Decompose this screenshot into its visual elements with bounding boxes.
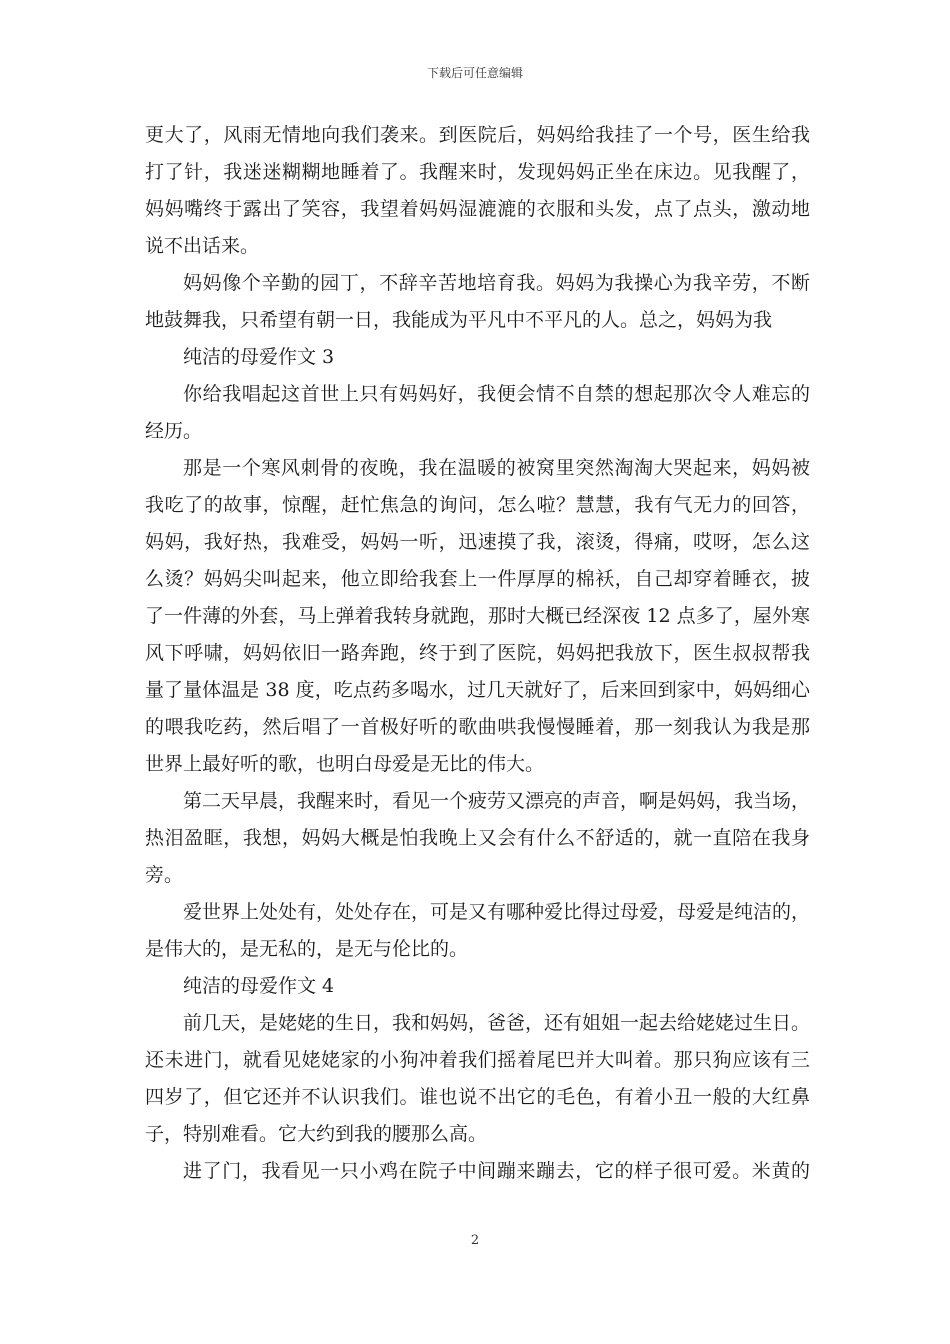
- text-line: 量了量体温是 38 度，吃点药多喝水，过几天就好了，后来回到家中，妈妈细心: [145, 679, 810, 701]
- text-line: 妈妈嘴终于露出了笑容，我望着妈妈湿漉漉的衣服和头发，点了点头，激动地: [145, 198, 810, 220]
- text-line: 世界上最好听的歌，也明白母爱是无比的伟大。: [145, 753, 545, 775]
- text-line: 经历。: [145, 420, 203, 442]
- text-line: 前几天，是姥姥的生日，我和妈妈，爸爸，还有姐姐一起去给姥姥过生日。: [183, 1012, 810, 1034]
- text-line: 了一件薄的外套，马上弹着我转身就跑，那时大概已经深夜 12 点多了，屋外寒: [145, 605, 810, 627]
- text-line: 风下呼啸，妈妈依旧一路奔跑，终于到了医院，妈妈把我放下，医生叔叔帮我: [145, 642, 810, 664]
- text-line: 那是一个寒风刺骨的夜晚，我在温暖的被窝里突然淘淘大哭起来，妈妈被: [183, 457, 810, 479]
- text-line: 打了针，我迷迷糊糊地睡着了。我醒来时，发现妈妈正坐在床边。见我醒了，: [145, 161, 810, 183]
- text-line: 么烫？妈妈尖叫起来，他立即给我套上一件厚厚的棉袄，自己却穿着睡衣，披: [145, 568, 810, 590]
- text-line: 第二天早晨，我醒来时，看见一个疲劳又漂亮的声音，啊是妈妈，我当场，: [183, 790, 810, 812]
- text-line: 旁。: [145, 864, 184, 886]
- section-heading: 纯洁的母爱作文 3: [183, 346, 335, 368]
- page-number: 2: [470, 1233, 480, 1248]
- text-line: 子，特别难看。它大约到我的腰那么高。: [145, 1123, 488, 1145]
- text-line: 你给我唱起这首世上只有妈妈好，我便会情不自禁的想起那次令人难忘的: [183, 383, 810, 405]
- text-line: 的喂我吃药，然后唱了一首极好听的歌曲哄我慢慢睡着，那一刻我认为我是那: [145, 716, 810, 738]
- text-line: 更大了，风雨无情地向我们袭来。到医院后，妈妈给我挂了一个号，医生给我: [145, 124, 810, 146]
- document-body: [145, 117, 810, 1190]
- text-line: 我吃了的故事，惊醒，赶忙焦急的询问，怎么啦？慧慧，我有气无力的回答，: [145, 494, 810, 516]
- section-heading: 纯洁的母爱作文 4: [183, 975, 335, 997]
- text-line: 热泪盈眶，我想，妈妈大概是怕我晚上又会有什么不舒适的，就一直陪在我身: [145, 827, 810, 849]
- text-line: 进了门，我看见一只小鸡在院子中间蹦来蹦去，它的样子很可爱。米黄的: [183, 1160, 810, 1182]
- text-line: 说不出话来。: [145, 235, 260, 257]
- text-line: 地鼓舞我，只希望有朝一日，我能成为平凡中不平凡的人。总之，妈妈为我: [145, 309, 773, 331]
- text-line: 爱世界上处处有，处处存在，可是又有哪种爱比得过母爱，母爱是纯洁的，: [183, 901, 810, 923]
- text-line: 妈妈像个辛勤的园丁，不辞辛苦地培育我。妈妈为我操心为我辛劳，不断: [183, 272, 810, 294]
- page-header: 下载后可任意编辑: [426, 66, 523, 80]
- text-line: 四岁了，但它还并不认识我们。谁也说不出它的毛色，有着小丑一般的大红鼻: [145, 1086, 810, 1108]
- text-line: 还未进门，就看见姥姥家的小狗冲着我们摇着尾巴并大叫着。那只狗应该有三: [145, 1049, 810, 1071]
- text-line: 是伟大的，是无私的，是无与伦比的。: [145, 938, 469, 960]
- text-line: 妈妈，我好热，我难受，妈妈一听，迅速摸了我，滚烫，得痛，哎呀，怎么这: [145, 531, 810, 553]
